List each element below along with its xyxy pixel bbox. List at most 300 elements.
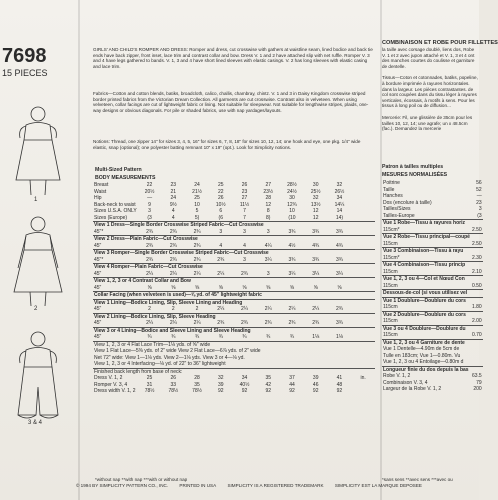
chart-cell: ⅝ <box>313 284 318 291</box>
fabrics-text: Fabrics—Cotton and cotton blends, batiks, broadcloth, calico, challis, chambray, chintz. V. 1 and 3 in Daisy Kingdom crosswise striped border printed fabrics from the Victorian Dream Collection. All garments are cut crosswise. Contrast also in velveteen. When using velveteen, collar facings are cut of lightweight fabric or lining. Not suitable for sleepwear. Not suitable for lengthwise stripes, plaids, one-way designs or obvious diagonals. For pile or shaded fabrics, use with nap yardages/layouts. <box>93 91 369 113</box>
chart-cell: 2¾ <box>217 256 225 263</box>
french-row-label: 115cm <box>383 304 398 310</box>
chart-cell: (3 <box>147 214 152 221</box>
french-intro <box>382 47 479 132</box>
chart-cell: 2¼ <box>193 320 201 326</box>
chart-cell <box>351 285 375 292</box>
chart-cell: 3¾ <box>335 320 343 326</box>
chart-cell: ⅝ <box>218 284 223 291</box>
chart-cell <box>351 257 375 264</box>
chart-cell: 23 <box>241 188 248 195</box>
chart-row <box>93 250 375 257</box>
chart-cell: 2¾ <box>169 256 177 263</box>
chart-cell: 28 <box>265 195 272 201</box>
chart-row-label: Finished back length from base of neck: <box>93 368 375 375</box>
chart-cell: 92 <box>241 388 248 394</box>
chart-cell: 2¾ <box>193 228 201 235</box>
chart-cell: 2¼ <box>312 306 320 312</box>
french-measurements-heading: MESURES NORMALISÉES <box>382 172 448 178</box>
chart-cell: 22 <box>217 188 224 195</box>
chart-cell: 24½ <box>287 188 297 195</box>
chart-row-label: View 1 Dress—Single Border Crosswise Striped Fabric—Cut Crosswise <box>93 222 375 229</box>
french-row-label: Longueur finie du dos depuis la bas <box>382 366 471 373</box>
description-text: GIRLS' AND CHILD'S ROMPER AND DRESS: Romper and dress, cut crosswise with gathers at waistline seam, lined bodice and back tie ends have back zipper, front inset, lace trim and contrast collar and bow. Dress V. 1 and 2 have attached slip with net ruffle. Romper V. 3 and 4 have legs gathered to bands. V. 1, 3 and 4 have short lined sleeves with elastic casings. V. 2 has long sleeves with elastic casing and lace trim. <box>93 47 373 69</box>
french-row-label: Vue 1, 2, 3 ou 4 Garniture de dente <box>382 339 471 346</box>
chart-footnote: *without nap **with nap ***with or without nap <box>95 477 188 482</box>
chart-cell: 2¼ <box>146 270 154 277</box>
copyright: © 1994 BY SIMPLICITY PATTERN CO., INC. <box>76 483 169 488</box>
chart-row <box>93 292 375 300</box>
chart-cell: 3¾ <box>288 256 296 263</box>
french-row-value <box>471 248 483 255</box>
french-row-value <box>471 297 483 304</box>
chart-cell: 28½ <box>287 182 297 188</box>
french-chart-row <box>382 213 483 220</box>
chart-cell: 2¾ <box>193 256 201 263</box>
fold-crease <box>78 0 80 500</box>
french-intro-text: la taille avec corsage doublé, liens dos, Robe V. 1 et 2 avec jupon attaché et V. 1, 3 et 4 ont des manches courtes do coulisse et garniture de dentelle. <box>382 47 475 69</box>
french-row-value: 0.70 <box>471 332 482 338</box>
chart-cell: 4¼ <box>264 242 272 249</box>
chart-cell: 3 <box>219 228 223 235</box>
french-chart-row <box>382 325 483 332</box>
french-row-label: Vue 1, 2, 3 ou 4 Entoilage—0.80m d <box>383 359 464 365</box>
chart-cell: ¾ <box>289 334 295 340</box>
chart-cell: 2¾ <box>241 270 248 277</box>
chart-cell: 3¼ <box>264 256 272 263</box>
chart-row <box>93 334 375 341</box>
chart-row <box>93 285 375 292</box>
chart-cell: 46 <box>312 381 319 388</box>
view-2-drawing <box>14 217 62 306</box>
chart-cell: 33 <box>170 381 177 388</box>
french-row-label: Vue 1 Doublure—Doublure du cors <box>382 297 471 304</box>
french-row-label: 115cm* <box>383 254 400 261</box>
chart-cell: 35 <box>265 375 272 381</box>
chart-row <box>93 215 375 222</box>
chart-cell: 26 <box>217 195 224 201</box>
chart-row-label: View 3 Romper—Single Border Crosswise Striped Fabric—Cut Crosswise <box>93 250 375 257</box>
chart-cell: 39 <box>312 375 319 381</box>
view-3-4-label: 3 & 4 <box>28 420 43 426</box>
chart-cell: 23 <box>170 182 177 188</box>
chart-row-label: 45" <box>94 284 102 291</box>
chart-row-label: View 1, 2, 3 or 4 Contrast Collar and Bow <box>93 278 375 285</box>
chart-cell: 41 <box>336 375 343 381</box>
french-row-label: Poitrine <box>383 180 400 186</box>
chart-row <box>93 271 375 278</box>
chart-cell: 12 <box>265 201 272 208</box>
french-row-value: 2.50 <box>471 226 482 233</box>
french-row-value: 2.30 <box>471 254 482 261</box>
french-row-value <box>471 234 483 241</box>
french-row-label: Hanches <box>383 193 403 199</box>
french-chart-row <box>382 359 483 366</box>
chart-cell: 3¾ <box>335 256 343 263</box>
french-row-value <box>471 262 483 269</box>
chart-row-label: 45"* <box>94 228 104 235</box>
chart-cell: 9 <box>148 201 151 208</box>
notions-text: Notions: Thread, one zipper 14" for sizes 3, 4, 5, 16" for sizes 6, 7, 8, 18" for sizes 10, 12, 14; one hook and eye, one pkg. 1/4" wide elastic, snap (optional); one polyester batting remnant 10" x 19" (opt.). Look for Simplicity notions. <box>93 139 361 150</box>
chart-row-label: View 3 or 4 Lining—Bodice and Sleeve Lining and Sleeve Heading <box>93 327 375 334</box>
chart-row-label: Collar Facing (when velveteen is used)—⅝ yd. of 45" lightweight fabric <box>93 292 375 300</box>
french-chart-row <box>382 290 483 298</box>
french-yardage-chart <box>382 180 483 393</box>
chart-row-label: View 4 Romper—Plain Fabric—Cut Crosswise <box>93 264 375 271</box>
chart-cell: ¾ <box>218 334 223 340</box>
french-row-label: Vue 2 Doublure—Doublure du cors <box>382 311 471 318</box>
chart-cell: (6 <box>218 214 223 221</box>
chart-cell: ¾ <box>147 334 152 340</box>
chart-row-label: Waist <box>94 188 107 195</box>
french-row-value: 0.50 <box>471 282 482 289</box>
french-row-value: 1.80 <box>471 304 482 310</box>
chart-cell <box>351 334 375 341</box>
chart-cell: 2¾ <box>241 320 248 326</box>
french-chart-row <box>382 297 483 304</box>
chart-cell: ⅝ <box>266 284 271 291</box>
french-row-value <box>471 325 483 332</box>
french-row-label: Tailles-Europe <box>383 212 415 219</box>
french-chart-row <box>382 269 483 276</box>
french-row-label: 115cm <box>383 240 398 247</box>
french-row-value: 3 <box>478 206 482 212</box>
chart-cell: 32 <box>312 195 319 201</box>
chart-cell: 4¾ <box>312 242 320 249</box>
french-row-label: Tailles/Sizes <box>383 206 411 212</box>
chart-cell: 12 <box>312 214 319 221</box>
chart-row <box>93 236 375 243</box>
french-chart-row <box>382 241 483 248</box>
chart-cell: 39 <box>217 381 224 388</box>
chart-cell: 14 <box>336 208 343 214</box>
chart-cell: 3 <box>266 228 270 235</box>
french-chart-row <box>382 311 483 318</box>
chart-cell: 5) <box>194 214 200 221</box>
yardage-chart <box>93 182 375 395</box>
chart-cell: 10 <box>194 201 200 208</box>
chart-cell: 32 <box>336 182 343 188</box>
french-row-label: Vue 1 Dentelle—4.90m de 5cm de <box>383 346 460 352</box>
chart-cell: 11½ <box>239 201 250 208</box>
chart-cell: 92 <box>312 388 319 394</box>
chart-cell: 2¼ <box>241 306 248 312</box>
french-row-value: (3 <box>477 212 482 219</box>
chart-cell: 4 <box>219 242 223 249</box>
french-row-label: Vue 3 ou 4 Doublure—Doublure du <box>382 325 471 332</box>
french-row-label: Robe V. 1, 2 <box>383 373 411 379</box>
chart-cell: 2¾ <box>169 228 177 235</box>
multi-sized-heading: Multi-Sized Pattern <box>95 167 142 173</box>
chart-cell: 37 <box>289 375 295 381</box>
chart-row <box>93 257 375 264</box>
chart-cell: 6 <box>219 208 223 214</box>
french-row-value: 200 <box>473 386 482 392</box>
chart-cell: 2¾ <box>169 242 177 249</box>
chart-row-label: 45" <box>94 270 102 277</box>
chart-cell: 4 <box>171 208 175 214</box>
chart-row-label: 45"* <box>94 256 104 263</box>
chart-cell: 7 <box>243 208 246 214</box>
chart-cell: 3 <box>243 256 246 263</box>
chart-cell: 4¾ <box>335 242 343 249</box>
chart-row <box>93 243 375 250</box>
french-row-label: 115cm <box>383 268 398 275</box>
french-row-label: Dessous-de-col (si vous utilisez vel <box>382 290 471 298</box>
chart-cell: 34 <box>241 375 248 381</box>
chart-cell: 40½ <box>239 381 250 388</box>
chart-cell: ¾ <box>171 334 176 340</box>
chart-row-label: View 1, 2, 3 or 4 Flat Lace Trim—1⅛ yds. of ⅝" wide <box>93 341 375 348</box>
chart-cell: 25 <box>217 182 224 188</box>
chart-row-label: View 1, 2, 3 or 4 Interfacing—⅛ yd. of 22" to 36" lightweight <box>94 361 226 367</box>
french-row-label: Dos (encolure à taille) <box>383 199 432 206</box>
french-row-label: 115cm <box>383 332 398 338</box>
chart-cell: 2¾ <box>146 256 154 263</box>
french-row-value <box>471 366 483 373</box>
chart-cell: 2¾ <box>335 306 343 312</box>
chart-cell: 20½ <box>144 188 155 195</box>
french-row-label: 115cm <box>383 282 398 289</box>
chart-row <box>93 388 375 395</box>
chart-row <box>93 229 375 236</box>
chart-row-label: View 1 Flat Lace—5⅜ yds. of 2" wide View 2 Flat Lace—6⅞ yds. of 2" wide <box>94 348 261 354</box>
chart-cell: 10 <box>289 208 295 214</box>
chart-row-label: Net 72" wide: View 1—1⅛ yds. View 2—1⅛ yds. View 3 or 4—⅛ yd. <box>94 354 245 361</box>
chart-row-label: Romper V. 3, 4 <box>94 381 128 388</box>
chart-cell: 92 <box>336 388 343 394</box>
chart-cell <box>351 320 375 327</box>
french-chart-row <box>382 234 483 241</box>
french-row-value: 79 <box>476 379 482 386</box>
chart-cell: 8 <box>266 208 270 214</box>
chart-cell: 1⅛ <box>312 334 320 340</box>
chart-row-label: 45" <box>94 242 102 249</box>
french-row-value: 52 <box>476 186 482 193</box>
chart-cell: 10½ <box>215 201 226 208</box>
chart-cell: 2¼ <box>146 320 154 326</box>
french-row-value: 2.00 <box>471 318 482 324</box>
chart-cell: 21 <box>170 188 177 195</box>
french-row-value <box>471 276 483 283</box>
chart-cell: 24 <box>194 182 200 188</box>
french-row-value <box>471 311 483 318</box>
chart-cell: (10 <box>288 214 296 221</box>
chart-row-label: Dress V. 1, 2 <box>94 375 123 381</box>
french-chart-row <box>382 386 483 393</box>
chart-row-label: 45" <box>94 334 102 340</box>
pieces-count: 15 PIECES <box>2 68 48 78</box>
chart-cell: 3¾ <box>335 228 343 235</box>
french-row-label: Largeur de la Robe V. 1, 2 <box>383 386 442 392</box>
french-chart-row <box>382 318 483 325</box>
chart-row-label: Sizes (Europe) <box>94 214 128 221</box>
view-2-label: 2 <box>34 306 38 312</box>
chart-cell: 2¼ <box>169 270 177 277</box>
french-row-value <box>471 339 483 346</box>
french-chart-row <box>382 248 483 255</box>
view-3-4-drawing <box>18 332 58 418</box>
french-row-label: 115cm <box>383 318 398 324</box>
french-row-label: Vue 1 Robe—Tissu à rayures horiz <box>382 220 471 227</box>
chart-cell: 92 <box>217 388 224 394</box>
chart-cell: 24 <box>170 195 177 201</box>
chart-row-label: Back-neck to waist <box>94 201 136 208</box>
chart-cell: 78½ <box>144 388 155 394</box>
chart-cell: 2¾ <box>288 320 296 326</box>
chart-cell: 2 <box>148 306 151 312</box>
french-chart-row <box>382 366 483 373</box>
chart-cell: 31 <box>146 381 153 388</box>
french-row-value: 63.5 <box>471 373 482 379</box>
chart-cell: 25½ <box>310 188 321 195</box>
chart-cell: 42 <box>265 381 272 388</box>
chart-cell <box>351 243 375 250</box>
chart-row-label: Dress width V. 1, 2 <box>94 388 136 394</box>
chart-cell: 27 <box>241 195 248 201</box>
chart-cell: ⅝ <box>337 284 342 291</box>
chart-cell: 2¾ <box>146 242 154 249</box>
view-illustrations <box>0 100 78 470</box>
chart-cell: 26 <box>241 182 248 188</box>
chart-row-label: Sizes U.S.A. ONLY <box>94 208 137 214</box>
french-chart-row <box>382 276 483 283</box>
chart-cell: 2¾ <box>217 320 225 326</box>
chart-row-label: View 2 Dress—Plain Fabric—Cut Crosswise <box>93 236 375 243</box>
french-row-label: Vue 4 Combinaison—Tissu princip <box>382 262 471 269</box>
chart-cell: 3¼ <box>288 270 296 277</box>
chart-row <box>93 320 375 327</box>
chart-cell: 12 <box>312 208 319 214</box>
chart-row <box>93 299 375 306</box>
chart-cell: ⅝ <box>171 284 176 291</box>
chart-cell: 13½ <box>310 201 321 208</box>
chart-cell: ⅝ <box>194 284 200 291</box>
chart-cell: ⅝ <box>289 284 295 291</box>
chart-cell: 3¾ <box>312 256 320 263</box>
chart-cell: 26 <box>170 375 177 381</box>
french-chart-row <box>382 339 483 346</box>
chart-cell: 3 <box>148 208 151 214</box>
printed-in: PRINTED IN USA <box>179 483 217 488</box>
french-row-value: — <box>476 193 482 199</box>
chart-cell: 23½ <box>263 188 274 195</box>
chart-cell: 3¾ <box>288 228 296 235</box>
french-chart-row <box>382 255 483 262</box>
chart-cell: 3¼ <box>312 270 320 277</box>
chart-cell: 4½ <box>288 242 296 249</box>
chart-cell: 2¾ <box>193 242 201 249</box>
chart-cell: 28 <box>194 375 200 381</box>
french-notions-text: Mercerie: Fil, une glissière de 35cm pour les tailles 10, 12, 14; une agrafe; un x 48.5cm (fac.). Demandez la mercerie <box>382 114 473 132</box>
chart-row-label: View 1 Lining—Bodice Lining, Slip, Sleeve Lining and Heading <box>93 299 375 306</box>
chart-cell: 21½ <box>192 188 202 195</box>
chart-cell: 92 <box>265 388 272 394</box>
chart-row <box>93 341 375 348</box>
chart-cell: 44 <box>289 381 295 388</box>
view-1-label: 1 <box>34 197 38 203</box>
chart-cell: 7 <box>243 214 246 221</box>
chart-cell: 3 <box>243 228 246 235</box>
chart-cell: 2 <box>171 306 175 312</box>
chart-cell: 3¼ <box>335 270 343 277</box>
chart-cell: 2¼ <box>264 306 272 312</box>
chart-cell: 4 <box>171 214 175 221</box>
chart-cell: 26½ <box>334 188 345 195</box>
chart-cell: 2 <box>195 306 199 312</box>
chart-cell: ⅝ <box>147 284 152 291</box>
chart-cell: ¾ <box>266 334 271 340</box>
french-chart-row <box>382 304 483 311</box>
chart-cell: 32 <box>217 375 224 381</box>
french-row-value <box>471 220 483 227</box>
body-measurements-heading: BODY MEASUREMENTS <box>95 175 156 181</box>
chart-cell: 3 <box>266 270 270 277</box>
chart-cell: 34 <box>336 195 343 201</box>
french-row-label: Vue 1, 2, 3 ou 4—Col et Nœud Con <box>382 276 471 283</box>
pattern-number: 7698 <box>2 45 47 67</box>
chart-cell <box>351 306 375 313</box>
chart-cell: 8) <box>266 214 271 221</box>
french-row-label: Tulle en 183cm; Vue 1—0.80m. Vu <box>383 352 461 359</box>
chart-cell: 2¾ <box>264 320 272 326</box>
french-row-value: 23 <box>476 199 482 206</box>
view-1-drawing <box>16 107 60 195</box>
chart-cell: 25 <box>194 195 200 201</box>
chart-cell: 5 <box>195 208 199 214</box>
french-row-value <box>471 290 483 298</box>
chart-cell: 2¼ <box>193 270 201 277</box>
french-row-label: Vue 2 Robe—Tissu principal—coupé <box>383 234 470 240</box>
chart-cell: — <box>147 195 153 201</box>
trademark-fr: SIMPLICITY EST LA MARQUE DEPOSEE <box>334 483 422 488</box>
chart-cell: 14) <box>335 214 344 221</box>
chart-cell: 22 <box>146 182 153 188</box>
french-chart-row <box>382 262 483 269</box>
chart-cell: 12¾ <box>287 201 297 208</box>
chart-cell: 92 <box>289 388 295 394</box>
chart-cell: 27 <box>265 182 272 188</box>
chart-cell: 35 <box>194 381 200 388</box>
chart-row <box>93 222 375 229</box>
chart-cell: 2¼ <box>288 306 296 312</box>
chart-cell <box>351 215 375 222</box>
chart-cell: 3¾ <box>312 228 320 235</box>
chart-cell: 2¼ <box>217 270 225 277</box>
french-chart-row <box>382 220 483 227</box>
chart-cell: 48 <box>336 381 343 388</box>
french-fabrics-text: Tissus—Coton et cotonnades, batiks, popeline, à bordure imprimée à rayures horizontales. dans la largeur. Les pièces contrastantes. de col sont coupées dans du tissu léger à rayures verticales, écossais, à motifs à sens. Pour les tissus à long poil ou de diffusion... <box>382 75 478 109</box>
chart-cell: 1⅛ <box>335 334 343 340</box>
chart-row <box>93 368 375 375</box>
chart-row <box>93 313 375 320</box>
french-row-label: Vue 3 Combinaison—Tissu à rayu <box>382 248 471 255</box>
chart-cell: 2¼ <box>169 320 177 326</box>
chart-cell: 2¼ <box>217 306 225 312</box>
chart-cell <box>351 229 375 236</box>
french-chart-row <box>382 283 483 290</box>
chart-cell <box>351 388 375 395</box>
french-chart-row <box>382 227 483 234</box>
chart-row <box>93 306 375 313</box>
chart-row-label: Breast <box>94 182 109 188</box>
chart-cell: 30 <box>312 182 319 188</box>
french-row-value: 2.50 <box>471 240 482 247</box>
chart-row <box>93 361 375 368</box>
chart-row-label: Hip <box>94 195 102 201</box>
french-row-value: 56 <box>476 180 482 186</box>
french-row-value: 2.10 <box>471 268 482 275</box>
